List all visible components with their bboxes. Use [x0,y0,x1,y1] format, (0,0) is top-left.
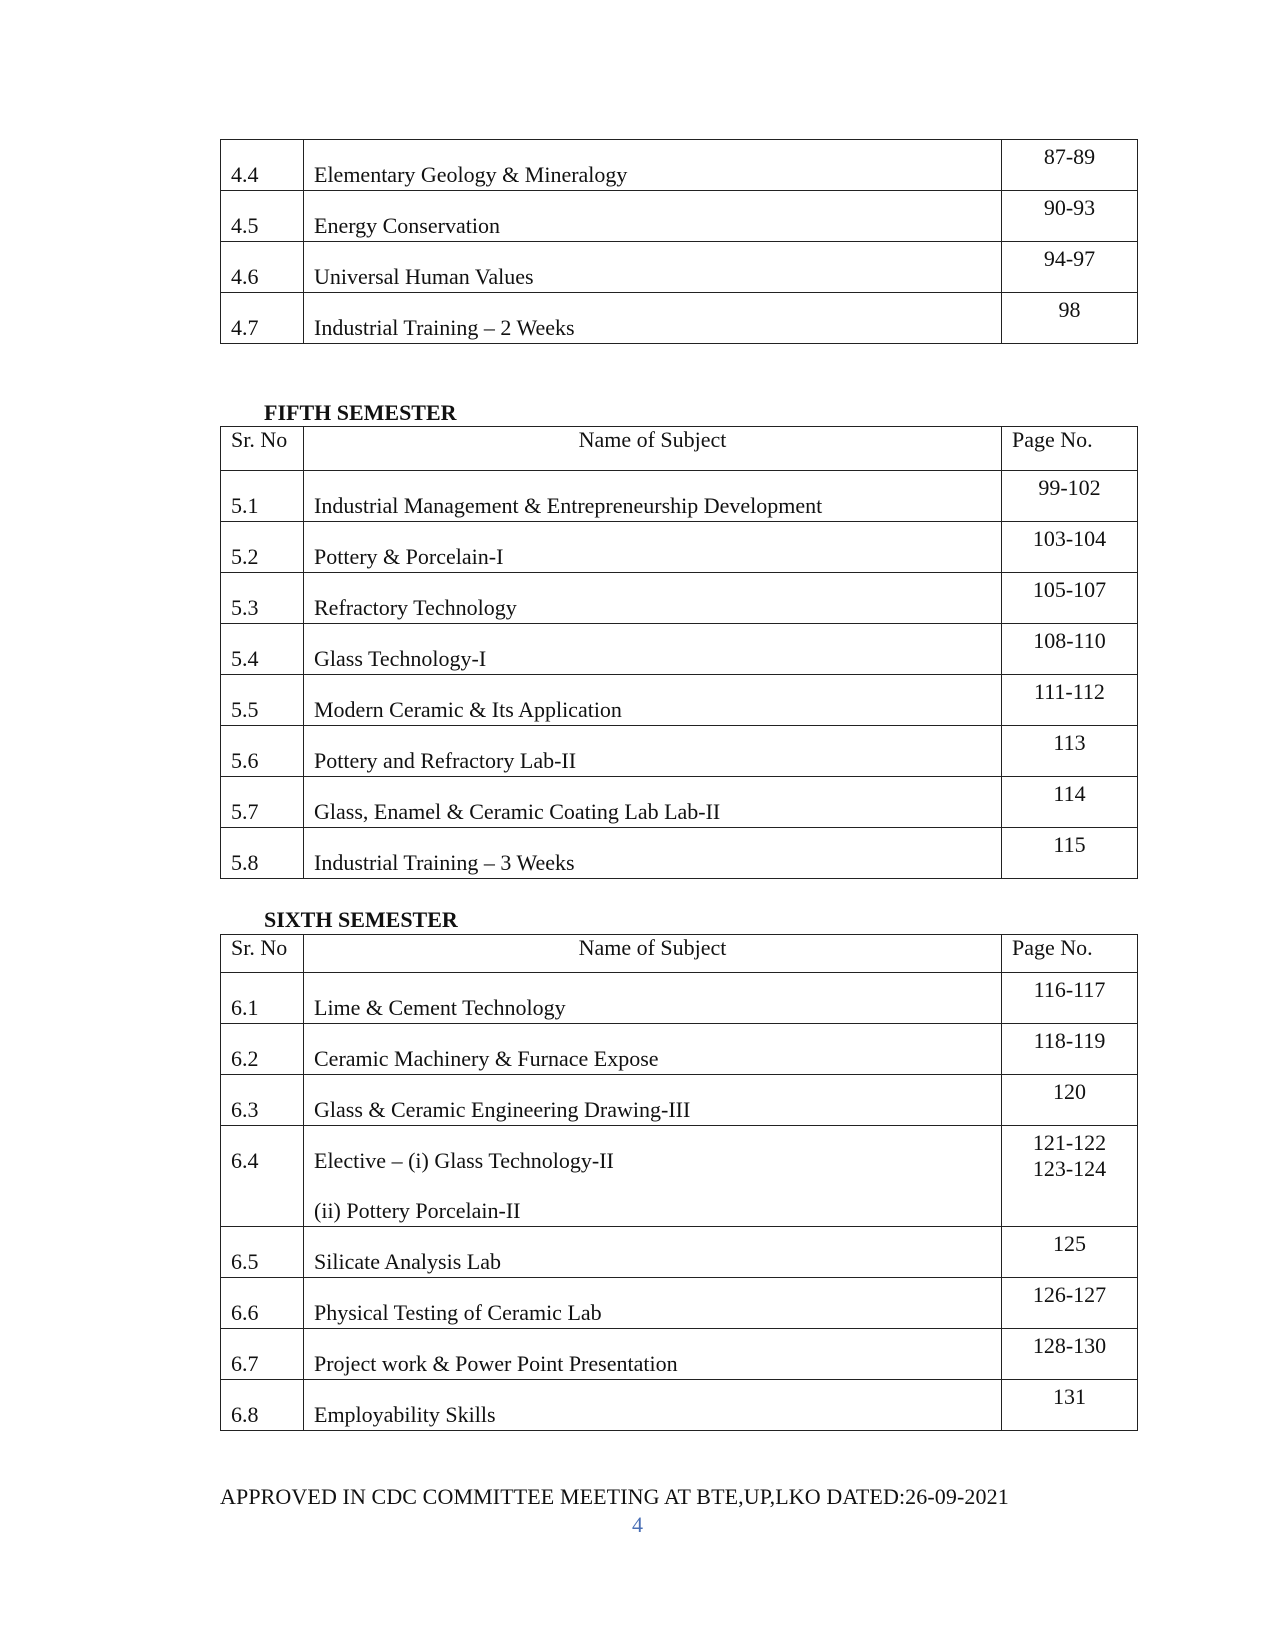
header-sr-no: Sr. No [221,427,304,471]
header-sr-no: Sr. No [221,935,304,973]
sr-no: 5.4 [221,624,304,675]
subject-name: Energy Conservation [304,191,1002,242]
subject-name: Glass, Enamel & Ceramic Coating Lab Lab-II [304,777,1002,828]
sr-no: 4.5 [221,191,304,242]
table-row [221,973,1138,1024]
page-range [1002,1126,1138,1227]
page-range: 103-104 [1002,522,1138,573]
fifth-semester-title: FIFTH SEMESTER [264,400,457,425]
page-range: 115 [1002,828,1138,879]
elective-option-2: (ii) Pottery Porcelain-II [314,1198,521,1223]
elective-option-1: Elective – (i) Glass Technology-II [314,1148,614,1173]
page-range: 116-117 [1002,973,1138,1024]
sr-no: 4.7 [221,293,304,344]
subject-name: Ceramic Machinery & Furnace Expose [304,1024,1002,1075]
subject-name: Employability Skills [304,1380,1002,1431]
subject-name: Universal Human Values [304,242,1002,293]
table-row [221,624,1138,675]
sr-no: 5.8 [221,828,304,879]
subject-name: Pottery and Refractory Lab-II [304,726,1002,777]
sr-no: 5.3 [221,573,304,624]
page-range: 113 [1002,726,1138,777]
sr-no: 6.3 [221,1075,304,1126]
subject-name: Physical Testing of Ceramic Lab [304,1278,1002,1329]
sr-no: 6.1 [221,973,304,1024]
subject-name: Industrial Training – 2 Weeks [304,293,1002,344]
table-row [221,573,1138,624]
header-page-no: Page No. [1002,935,1138,973]
sr-no: 5.5 [221,675,304,726]
table-row [221,1075,1138,1126]
page-range: 114 [1002,777,1138,828]
page-range-1: 121-122 [1032,1130,1107,1155]
table-row [221,1024,1138,1075]
table-row [221,1278,1138,1329]
subject-name: Lime & Cement Technology [304,973,1002,1024]
subject-name: Refractory Technology [304,573,1002,624]
sr-no: 5.2 [221,522,304,573]
subject-name: Glass Technology-I [304,624,1002,675]
page-range: 120 [1002,1075,1138,1126]
sr-no: 5.6 [221,726,304,777]
subject-name [304,1126,1002,1227]
page-range: 131 [1002,1380,1138,1431]
table-row [221,191,1138,242]
table-row [221,1329,1138,1380]
page-number: 4 [632,1512,643,1537]
table-row [221,293,1138,344]
fifth-semester-table [220,426,1138,879]
page-range: 87-89 [1002,140,1138,191]
subject-name: Project work & Power Point Presentation [304,1329,1002,1380]
fourth-semester-table [220,139,1138,344]
sr-no: 6.4 [221,1126,304,1227]
page-range: 118-119 [1002,1024,1138,1075]
table-row [221,675,1138,726]
table-row [221,828,1138,879]
sixth-semester-title: SIXTH SEMESTER [264,907,458,932]
table-header-row [221,935,1138,973]
sixth-semester-table [220,934,1138,1431]
table-row [221,1227,1138,1278]
subject-name: Industrial Management & Entrepreneurship Development [304,471,1002,522]
page-range-2: 123-124 [1032,1156,1107,1181]
page-range: 126-127 [1002,1278,1138,1329]
page-range: 128-130 [1002,1329,1138,1380]
header-name-of-subject: Name of Subject [304,427,1002,471]
sr-no: 4.6 [221,242,304,293]
subject-name: Industrial Training – 3 Weeks [304,828,1002,879]
table-row [221,522,1138,573]
table-row [221,140,1138,191]
subject-name: Pottery & Porcelain-I [304,522,1002,573]
table-row [221,471,1138,522]
page-range: 94-97 [1002,242,1138,293]
page-range: 111-112 [1002,675,1138,726]
approval-footer: APPROVED IN CDC COMMITTEE MEETING AT BTE,UP,LKO DATED:26-09-2021 [220,1484,1009,1509]
page-range: 105-107 [1002,573,1138,624]
page-range: 125 [1002,1227,1138,1278]
table-row [221,242,1138,293]
sr-no: 5.1 [221,471,304,522]
subject-name: Glass & Ceramic Engineering Drawing-III [304,1075,1002,1126]
sr-no: 6.8 [221,1380,304,1431]
header-name-of-subject: Name of Subject [304,935,1002,973]
header-page-no: Page No. [1002,427,1138,471]
sr-no: 4.4 [221,140,304,191]
sr-no: 6.6 [221,1278,304,1329]
sr-no: 6.2 [221,1024,304,1075]
subject-name: Silicate Analysis Lab [304,1227,1002,1278]
sr-no: 6.5 [221,1227,304,1278]
subject-name: Modern Ceramic & Its Application [304,675,1002,726]
sr-no: 6.7 [221,1329,304,1380]
table-row [221,1380,1138,1431]
page-range: 99-102 [1002,471,1138,522]
table-row [221,1126,1138,1227]
sr-no: 5.7 [221,777,304,828]
page-range: 98 [1002,293,1138,344]
page-range: 90-93 [1002,191,1138,242]
page-range: 108-110 [1002,624,1138,675]
subject-name: Elementary Geology & Mineralogy [304,140,1002,191]
table-row [221,777,1138,828]
table-header-row [221,427,1138,471]
table-row [221,726,1138,777]
